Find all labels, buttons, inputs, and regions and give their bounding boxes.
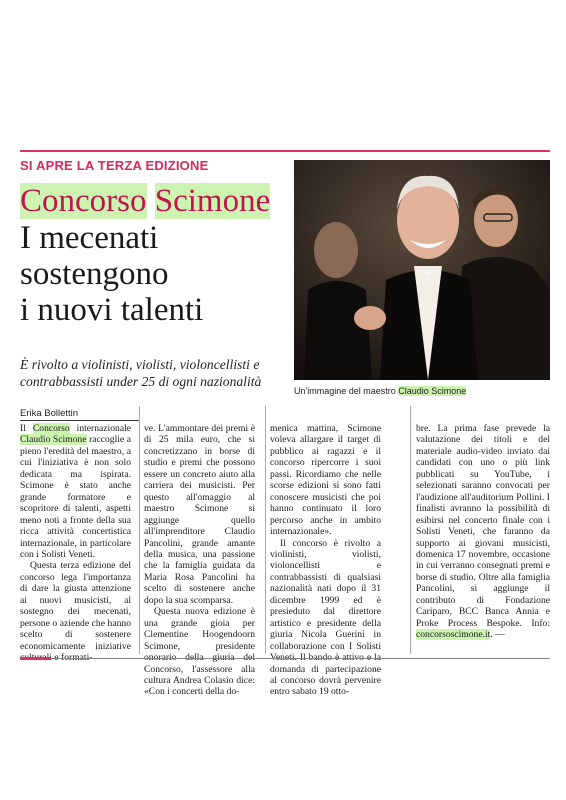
caption-name: Claudio Scimone <box>398 386 467 396</box>
paragraph <box>20 423 131 560</box>
headline-line: i nuovi talenti <box>20 292 204 328</box>
body-column-2 <box>144 423 255 698</box>
body-column-1 <box>20 423 131 664</box>
text-run: internazionale <box>69 423 131 434</box>
paragraph: Il concorso è rivolto a violinisti, violisti, violoncellisti e contrabbassisti di qualsiasi nazionalità nati dopo il 31 dicembre 1999 ed è presieduto dal direttore artistico e presidente della giuria Nicola Guerini in collaborazione con I Solisti domanda di partecipazione al concorso dovrà pervenire entro sabato 19 otto- <box>270 537 381 698</box>
paragraph: Questa nuova edizione è una grande gioia per Clementine Hoogendoorn Scimone, presidente Concorso, l'assessore alla cultura Andrea Colasio dice: «Con i concerti della do- <box>144 606 255 698</box>
text-run: raccoglie a pieno l'eredità del maestro, a cui l'iniziativa è non solo dedicata ma ispirata. Scimone è stato anche grande formatore e scopritore di talenti, aspetti meno noti a fronte della sua ricca attività concertistica internazionale, in particolare con i Solisti Veneti. <box>20 434 131 560</box>
column-divider <box>139 406 140 654</box>
body-column-3 <box>270 423 381 698</box>
info-link[interactable]: concorsoscimone.it <box>416 629 491 641</box>
paragraph: ve. L'ammontare dei premi è di 25 mila euro, che si concretizzano in borse di studio e premi che possono essere un concreto aiuto alla carriera dei musicisti. Per questo all'omaggio al maestro Scimone si aggiunge quello all'imprenditore Claudio Pancolini, grande amante della musica, una passione che la famiglia guidata da Maria Rosa Pancolini ha scelto di sostenere anche dopo la sua scomparsa. <box>144 423 255 606</box>
caption-prefix: Un'immagine del maestro <box>294 386 399 396</box>
photo-caption <box>294 386 466 396</box>
body-column-4 <box>416 423 550 641</box>
highlight-concorso: Concorso <box>32 423 70 434</box>
top-rule <box>20 150 550 152</box>
subheadline: È rivolto a violinisti, violisti, violoncellisti e contrabbassisti under 25 di ogni nazionalità <box>20 357 262 389</box>
headline-highlight-2: Scimone <box>154 183 271 219</box>
headline-line: sostengono <box>20 256 169 292</box>
portrait-photo <box>294 160 550 380</box>
byline: Erika Bollettin <box>20 408 79 419</box>
kicker: SI APRE LA TERZA EDIZIONE <box>20 158 209 173</box>
bottom-rule-accent <box>20 657 50 660</box>
column-divider <box>265 406 266 654</box>
paragraph <box>416 423 550 641</box>
headline-highlight-1: Concorso <box>20 183 147 219</box>
text-run: Il <box>20 423 33 434</box>
highlight-claudio-scimone: Claudio Scimone <box>20 434 87 446</box>
text-run: . — <box>490 629 505 641</box>
paragraph: menica mattina, Scimone voleva allargare il target di pubblico ai ragazzi e il concorso ripercorre i suoi passi. Ricordiamo che nelle scorse edizioni si sono fatti conoscere musicisti che poi hanno continuato il loro percorso anche in ambito internazionale». <box>270 423 381 538</box>
photo-illustration <box>294 160 550 380</box>
headline-line: I mecenati <box>20 220 159 256</box>
headline <box>20 220 275 328</box>
byline-rule <box>20 420 140 421</box>
text-run: bre. La prima fase prevede la valutazione dei titoli e del materiale audio-video inviato dai candidati con uno o più link pubblicati su YouTube, i selezionati saranno convocati per l'audizione all'auditorium Pollini. I finalisti avranno la possibilità di esibirsi nel concerto finale con i Solisti Veneti, che faranno da supporto ai giovani musicisti, domenica 17 novembre, occasione in cui verranno consegnati premi e borse di studio. Oltre alla famiglia Pancolini, si aggiunge il contributo di Fondazione Cariparo, BCC Banca Annia e Proke Process Bespoke. Info: <box>416 423 550 629</box>
headline-title <box>20 183 270 219</box>
paragraph: Questa terza edizione del concorso lega l'importanza di dare la giusta attenzione ai nuovi musicisti, al sostegno dei mecenati, persone o aziende che hanno scelto di sostenere economicamente iniziative <box>20 560 131 652</box>
column-divider <box>410 406 411 654</box>
bottom-rule <box>20 658 550 659</box>
